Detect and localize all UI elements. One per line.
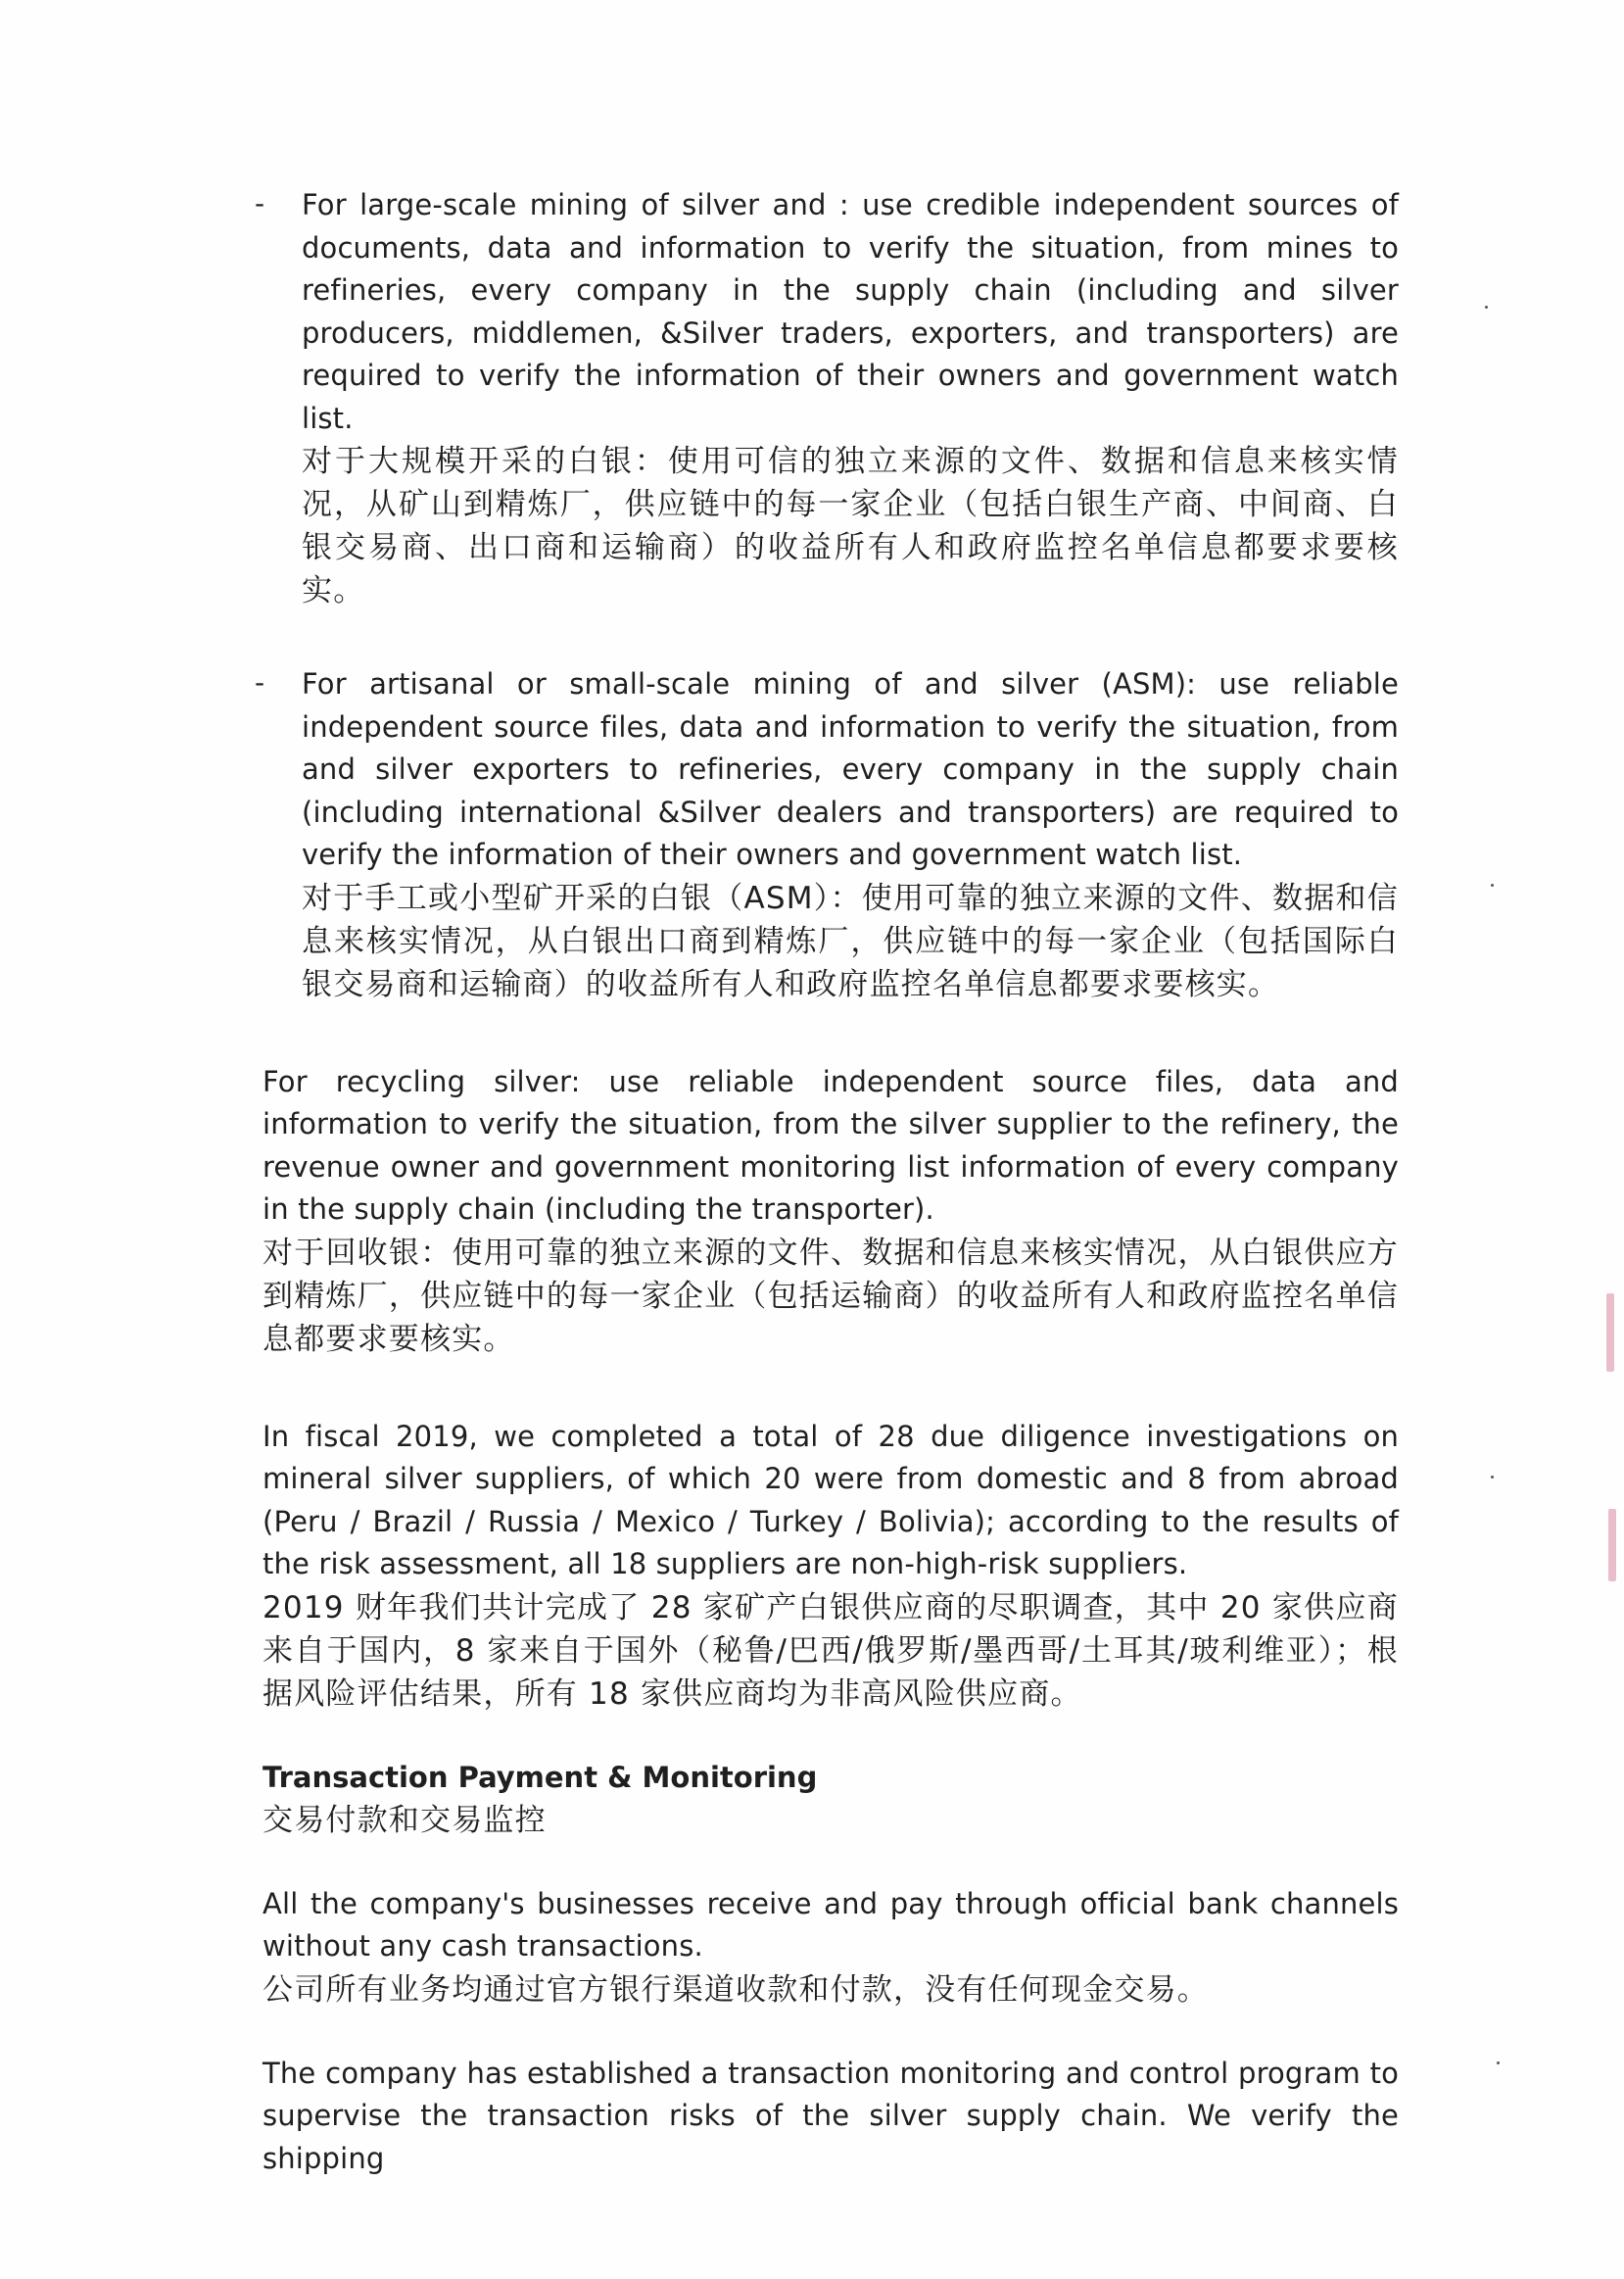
artisanal-mining-chinese: 对于手工或小型矿开采的白银（ASM）：使用可靠的独立来源的文件、数据和信息来核实情况，从白银出口商到精炼厂，供应链中的每一家企业（包括国际白银交易商和运输商）的收益所有人和政府监控名单信息都要求要核实。 — [302, 880, 1399, 1002]
scan-speck — [1485, 306, 1488, 309]
document-body — [255, 184, 1399, 2180]
monitoring-english: The company has established a transaction monitoring and control program to supervise the transaction risks of the silver supply chain. We verify the shipping — [263, 2056, 1399, 2175]
recycling-silver-section — [263, 1061, 1399, 1361]
seal-edge-mark — [1608, 1509, 1616, 1581]
bank-channels-chinese: 公司所有业务均通过官方银行渠道收款和付款，没有任何现金交易。 — [263, 1971, 1209, 2008]
bank-channels-english: All the company's businesses receive and pay through official bank channels without any cash transactions. — [263, 1886, 1399, 1963]
bank-channels-section — [263, 1883, 1399, 2012]
fiscal-2019-chinese: 2019 财年我们共计完成了 28 家矿产白银供应商的尽职调查，其中 20 家供应商来自于国内，8 家来自于国外（秘鲁/巴西/俄罗斯/墨西哥/土耳其/玻利维亚）；根据风险评估结果，所有 18 家供应商均为非高风险供应商。 — [263, 1589, 1399, 1712]
recycling-silver-chinese: 对于回收银：使用可靠的独立来源的文件、数据和信息来核实情况，从白银供应方到精炼厂，供应链中的每一家企业（包括运输商）的收益所有人和政府监控名单信息都要求要核实。 — [263, 1235, 1399, 1357]
transaction-section-heading — [263, 1757, 1399, 1842]
bullet-large-scale-mining — [255, 184, 1399, 612]
scan-speck — [1491, 884, 1494, 887]
monitoring-section — [263, 2053, 1399, 2181]
transaction-heading-chinese: 交易付款和交易监控 — [263, 1802, 547, 1838]
scan-speck — [1491, 1476, 1494, 1479]
bullet-dash: - — [255, 187, 265, 219]
scan-speck — [1497, 2061, 1500, 2064]
bullet-dash: - — [255, 666, 265, 699]
seal-edge-mark — [1606, 1293, 1614, 1372]
large-scale-mining-english: For large-scale mining of silver and : use credible independent sources of documents, data and information to verify the situation, from mines to refineries, every company in the supply chain (including and silver producers, middlemen, &Silver traders, exporters, and transporters) are required to verify the information of their owners and government watch list. — [302, 188, 1399, 435]
fiscal-2019-section — [263, 1416, 1399, 1716]
recycling-silver-english: For recycling silver: use reliable independent source files, data and information to verify the situation, from the silver supplier to the refinery, the revenue owner and government monitoring list information of every company in the supply chain (including the transporter). — [263, 1064, 1399, 1226]
artisanal-mining-english: For artisanal or small-scale mining of and silver (ASM): use reliable independent source files, data and information to verify the situation, from and silver exporters to refineries, every company in the supply chain (including international &Silver dealers and transporters) are required to verify the information of their owners and government watch list. — [302, 667, 1399, 871]
large-scale-mining-chinese: 对于大规模开采的白银：使用可信的独立来源的文件、数据和信息来核实情况，从矿山到精炼厂，供应链中的每一家企业（包括白银生产商、中间商、白银交易商、出口商和运输商）的收益所有人和政府监控名单信息都要求要核实。 — [302, 444, 1399, 608]
bullet-artisanal-mining — [255, 663, 1399, 1006]
fiscal-2019-english: In fiscal 2019, we completed a total of 28 due diligence investigations on mineral silver suppliers, of which 20 were from domestic and 8 from abroad (Peru / Brazil / Russia / Mexico / Turkey / Bolivia); according to the results of the risk assessment, all 18 suppliers are non-high-risk suppliers. — [263, 1419, 1399, 1580]
transaction-heading-english: Transaction Payment & Monitoring — [263, 1760, 818, 1794]
